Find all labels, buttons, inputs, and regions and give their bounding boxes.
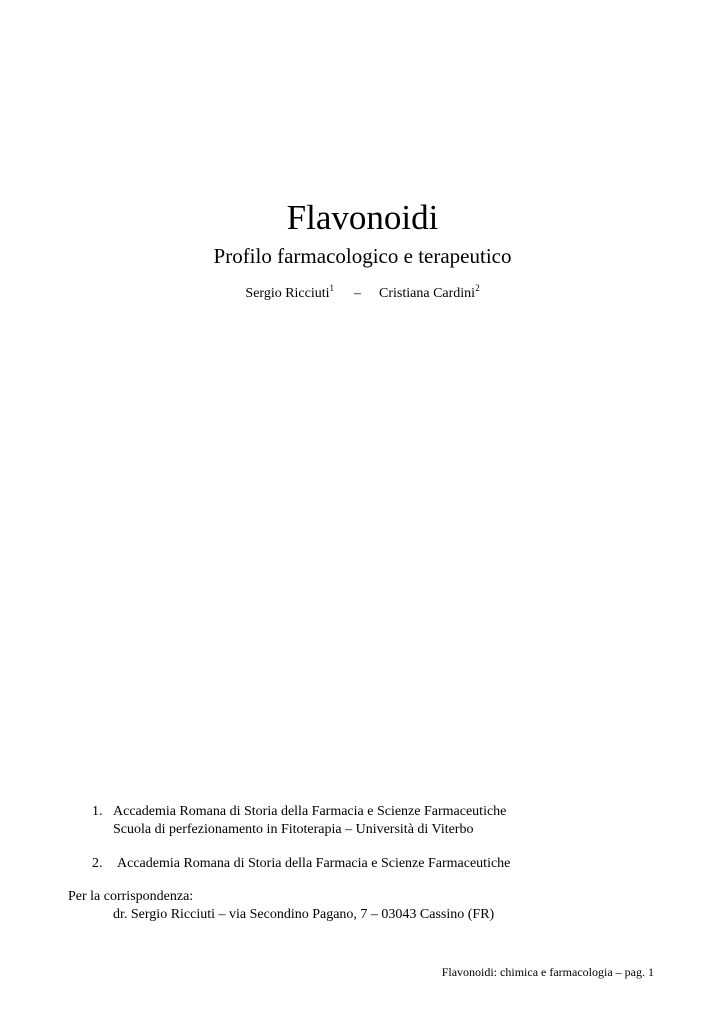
document-title: Flavonoidi [286,198,439,237]
correspondence-address: dr. Sergio Ricciuti – via Secondino Pagano, 7 – 03043 Cassino (FR) [113,907,495,922]
document-subtitle: Profilo farmacologico e terapeutico [213,244,512,268]
author-separator: – [354,286,362,301]
affiliation-line: Accademia Romana di Storia della Farmacia e Scienze Farmaceutiche [117,856,511,871]
affiliation-text [113,803,506,839]
affiliation-line: Scuola di perfezionamento in Fitoterapia – Università di Viterbo [113,822,474,837]
affiliation-item [92,855,612,873]
author-name: Cristiana Cardini [379,286,476,301]
affiliation-number: 1. [92,804,103,819]
affiliation-line: Accademia Romana di Storia della Farmacia e Scienze Farmaceutiche [113,804,507,819]
correspondence-label: Per la corrispondenza: [68,889,194,904]
affiliation-item [92,803,612,839]
affiliation-mark: 2 [475,283,480,293]
affiliation-number: 2. [92,856,103,871]
affiliation-text [117,855,510,873]
author-line [0,284,725,304]
page-footer: Flavonoidi: chimica e farmacologia – pag. 1 [441,965,654,979]
author-name: Sergio Ricciuti [245,286,330,301]
affiliation-mark: 1 [329,283,335,293]
